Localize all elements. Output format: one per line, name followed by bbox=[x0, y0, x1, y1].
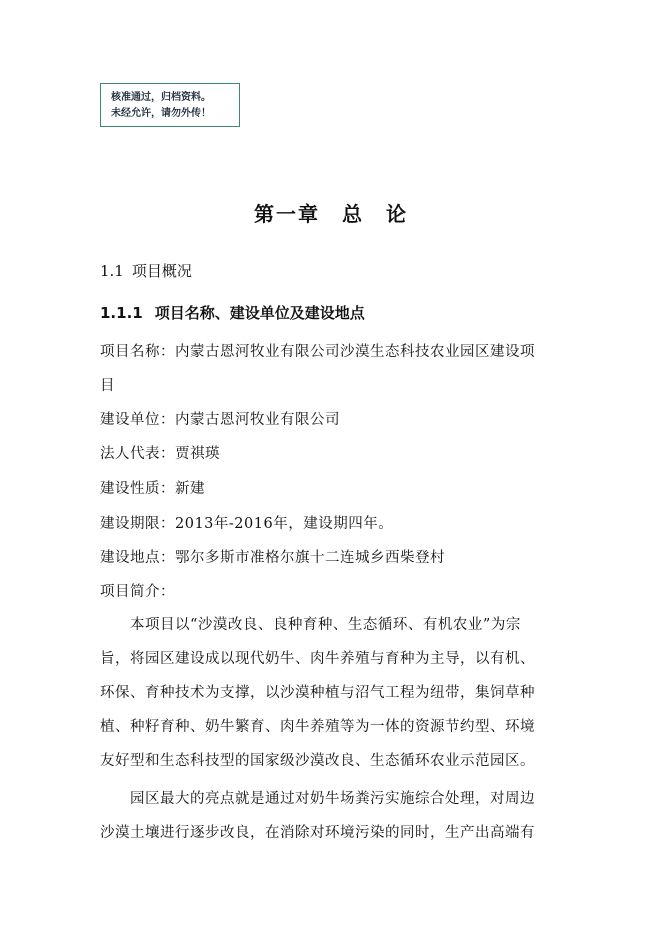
chapter-word-2: 论 bbox=[386, 202, 408, 226]
chapter-title bbox=[0, 198, 662, 227]
construction-location: 建设地点：鄂尔多斯市准格尔旗十二连城乡西柴登村 bbox=[100, 550, 445, 566]
subsection-number: 1.1.1 bbox=[100, 304, 143, 322]
section-number: 1.1 bbox=[100, 262, 124, 280]
stamp-line-2: 未经允许，请勿外传！ bbox=[111, 108, 211, 119]
section-title: 项目概况 bbox=[131, 262, 192, 280]
project-name-line-1: 项目名称：内蒙古恩河牧业有限公司沙漠生态科技农业园区建设项 bbox=[100, 344, 535, 360]
subsection-heading bbox=[100, 302, 365, 323]
paragraph-line: 植、种籽育种、奶牛繁育、肉牛养殖等为一体的资源节约型、环境 bbox=[100, 719, 535, 735]
intro-paragraph-1 bbox=[100, 608, 556, 778]
paragraph-line: 友好型和生态科技型的国家级沙漠改良、生态循环农业示范园区。 bbox=[100, 753, 535, 769]
construction-nature: 建设性质：新建 bbox=[100, 481, 205, 497]
approval-stamp bbox=[100, 83, 240, 127]
chapter-number: 第一章 bbox=[254, 202, 320, 226]
construction-period: 建设期限：2013年-2016年，建设期四年。 bbox=[100, 516, 394, 532]
section-heading bbox=[100, 260, 192, 281]
chapter-word-1: 总 bbox=[342, 202, 364, 226]
stamp-line-1: 核准通过，归档资料。 bbox=[111, 92, 211, 103]
construction-unit: 建设单位：内蒙古恩河牧业有限公司 bbox=[100, 412, 340, 428]
paragraph-line: 环保、育种技术为支撑，以沙漠种植与沼气工程为纽带，集饲草种 bbox=[100, 685, 535, 701]
project-intro-label: 项目简介： bbox=[100, 584, 175, 600]
subsection-title: 项目名称、建设单位及建设地点 bbox=[154, 304, 365, 322]
intro-paragraph-2 bbox=[100, 782, 556, 850]
legal-representative: 法人代表：贾祺瑛 bbox=[100, 446, 220, 462]
paragraph-line: 沙漠土壤进行逐步改良，在消除对环境污染的同时，生产出高端有 bbox=[100, 825, 535, 841]
paragraph-line: 园区最大的亮点就是通过对奶牛场粪污实施综合处理，对周边 bbox=[130, 791, 535, 807]
paragraph-line: 旨，将园区建设成以现代奶牛、肉牛养殖与育种为主导，以有机、 bbox=[100, 651, 535, 667]
paragraph-line: 本项目以“沙漠改良、良种育种、生态循环、有机农业”为宗 bbox=[130, 617, 521, 633]
project-name-line-2: 目 bbox=[100, 378, 115, 394]
